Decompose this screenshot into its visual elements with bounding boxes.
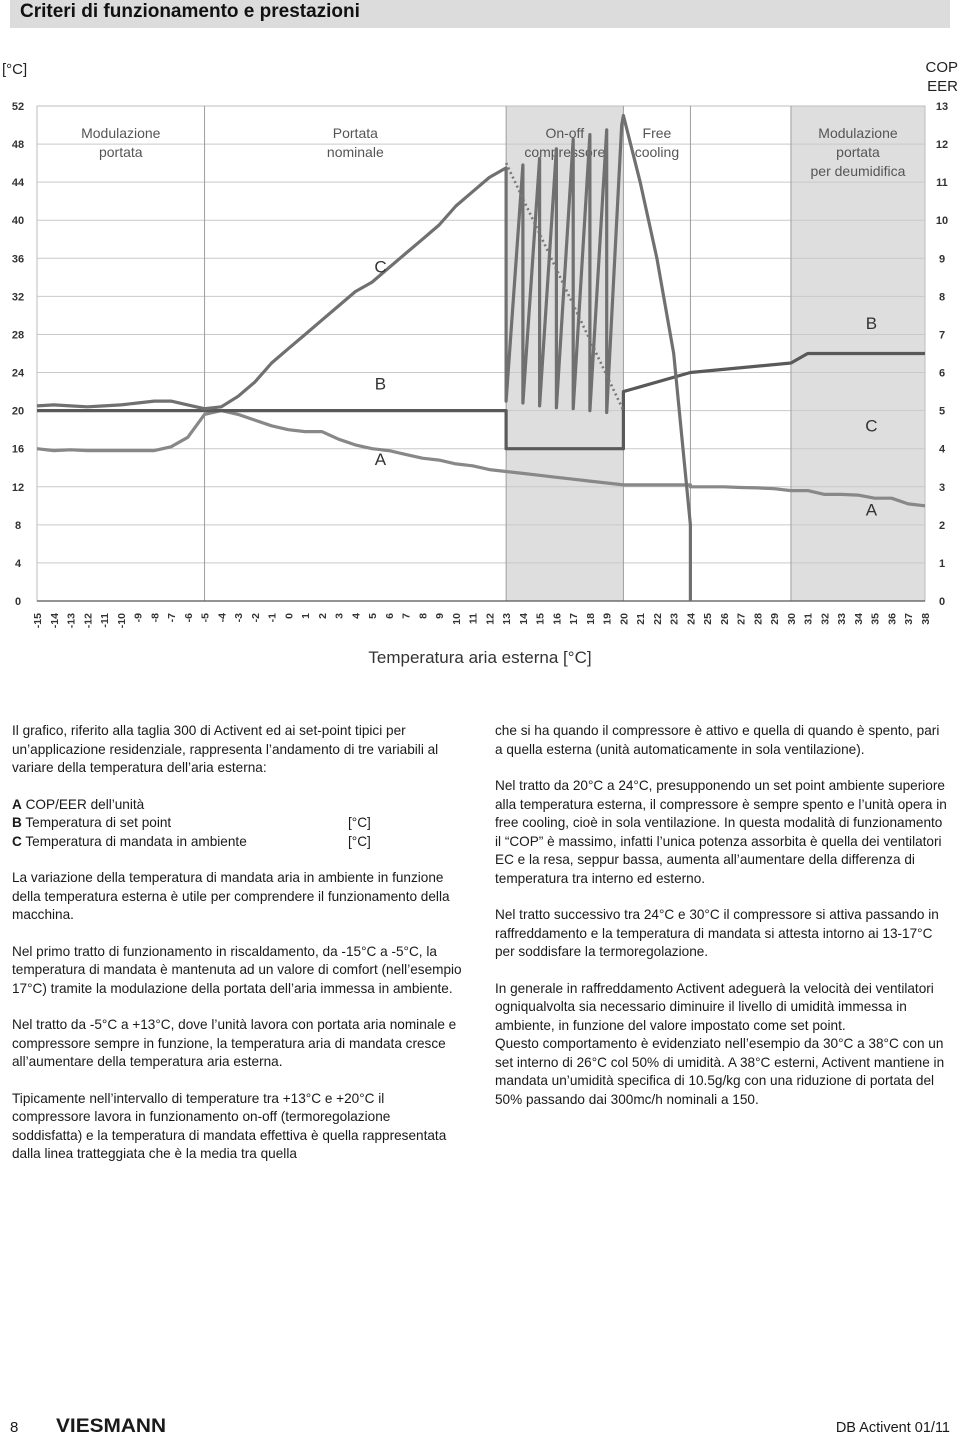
x-tick-label: -1	[266, 613, 279, 623]
y-tick-right: 1	[938, 557, 946, 570]
x-tick-label: 25	[702, 613, 715, 625]
y-tick-right: 5	[938, 405, 946, 418]
y-tick-right: 0	[938, 596, 946, 608]
x-tick-label: 32	[819, 613, 832, 625]
y-tick-left: 0	[14, 596, 22, 608]
x-tick-label: 9	[434, 613, 447, 619]
x-tick-label: -6	[182, 613, 195, 623]
chart-y-ticks-right	[936, 101, 948, 608]
chart-y-ticks-left	[12, 101, 25, 608]
x-tick-label: 5	[367, 613, 380, 619]
legend-key: A	[12, 796, 22, 812]
x-tick-label: 27	[735, 613, 748, 625]
y-tick-left: 24	[11, 367, 25, 380]
paragraph-che-si-ha: che si ha quando il compressore è attivo e quella di quando è spento, pari a quella esterna (unità automaticamente in sola ventilazione).	[495, 723, 940, 757]
legend-text: Temperatura di set point	[25, 815, 172, 830]
paragraph-tratto: Nel tratto da -5°C a +13°C, dove l’unità lavora con portata aria nominale e compressore sempre in funzione, la temperatura aria di mandata cresce all’aumentare della temperatura aria esterna.	[12, 1017, 457, 1069]
region-label: per deumidifica	[810, 163, 906, 179]
viessmann-logo-text: VIESMANN	[56, 1416, 166, 1437]
curve-label: B	[865, 313, 878, 333]
paragraph-tipicamente: Tipicamente nell’intervallo di temperature tra +13°C e +20°C il compressore lavora in funzionamento on-off (termoregolazione soddisfatta) e la temperatura di mandata effettiva è quella rappresentata dalla linea tratteggiata che è la media tra quella	[12, 1090, 447, 1161]
x-tick-label: 6	[383, 613, 396, 619]
x-tick-label: 26	[718, 613, 731, 625]
x-tick-label: 38	[920, 613, 932, 625]
y-tick-right: 6	[938, 367, 946, 380]
x-tick-label: 23	[668, 613, 681, 625]
paragraph-variazione: La variazione della temperatura di mandata aria in ambiente in funzione della temperatura esterna è utile per comprendere il funzionamento della macchina.	[12, 870, 450, 922]
y-tick-right: 9	[938, 253, 946, 266]
y-tick-left: 48	[11, 139, 25, 152]
region-label: portata	[836, 144, 880, 160]
x-tick-label: 35	[869, 613, 882, 625]
region-label: compressore	[524, 144, 606, 160]
legend-item	[12, 796, 462, 815]
x-tick-label: 16	[551, 613, 564, 625]
region-label: On-off	[545, 125, 585, 141]
x-tick-label: -3	[233, 613, 246, 623]
viessmann-logo	[56, 1414, 168, 1443]
text-column-right	[495, 722, 950, 1127]
paragraph-in-generale: In generale in raffreddamento Activent adeguerà la velocità dei ventilatori ogniqualvolta sia necessario diminuire il livello di umidità immessa in ambiente, in funzione del valore impostato come set point.	[495, 980, 934, 1033]
right-axis-unit-eer: EER	[927, 78, 958, 95]
y-tick-left: 20	[11, 405, 25, 418]
intro-paragraph: Il grafico, riferito alla taglia 300 di Activent ed ai set-point tipici per un’applicazione residenziale, rappresenta l’andamento di tre variabili al variare della temperatura dell’aria esterna:	[12, 723, 439, 775]
y-tick-left: 40	[11, 215, 25, 228]
x-tick-label: -8	[149, 613, 162, 623]
x-tick-label: 24	[685, 613, 698, 625]
x-tick-label: 1	[300, 613, 313, 619]
curve-label: C	[374, 257, 387, 277]
y-tick-right: 10	[935, 215, 949, 228]
x-tick-label: 8	[417, 613, 430, 619]
legend-text: Temperatura di mandata in ambiente	[25, 833, 247, 849]
page-number: 8	[10, 1419, 19, 1436]
x-axis-label: Temperatura aria esterna [°C]	[368, 648, 592, 667]
x-tick-label: 31	[802, 613, 815, 625]
x-tick-label: 36	[886, 613, 899, 625]
region-label: Modulazione	[81, 125, 161, 141]
legend-list	[12, 796, 462, 852]
x-tick-label: 10	[450, 613, 463, 625]
page-title: Criteri di funzionamento e prestazioni	[20, 1, 360, 22]
x-tick-label: 4	[350, 613, 363, 619]
paragraph-raffreddamento: Nel tratto successivo tra 24°C e 30°C il compressore si attiva passando in raffreddamento e la temperatura di mandata si attesta intorno ai 13-17°C per soddisfare la termoregolazione.	[495, 907, 939, 959]
x-tick-label: -9	[132, 613, 145, 623]
text-column-left	[12, 722, 462, 1182]
x-tick-label: 3	[333, 613, 346, 619]
y-tick-left: 44	[11, 177, 25, 190]
legend-text: COP/EER dell’unità	[25, 796, 145, 812]
x-tick-label: -7	[166, 613, 179, 623]
x-tick-label: 13	[501, 613, 514, 625]
title-bar	[10, 0, 950, 28]
x-tick-label: 14	[517, 613, 530, 625]
left-axis-unit: [°C]	[2, 61, 28, 78]
y-tick-right: 7	[938, 329, 946, 342]
curve-label: C	[865, 416, 878, 436]
curve-label: A	[374, 449, 387, 469]
x-tick-label: -5	[199, 613, 212, 623]
viessmann-logo-icon	[56, 1414, 168, 1438]
region-label: cooling	[634, 144, 680, 160]
x-tick-label: 12	[484, 613, 497, 625]
y-tick-left: 16	[11, 443, 25, 456]
x-tick-label: 7	[400, 613, 413, 619]
paragraph-primo-tratto: Nel primo tratto di funzionamento in riscaldamento, da -15°C a -5°C, la temperatura di mandata è mantenuta ad un valore di comfort (nell’esempio 17°C) tramite la modulazione della portata dell’aria immessa in ambiente.	[12, 943, 462, 996]
curve-label: B	[374, 374, 387, 394]
x-tick-label: 28	[752, 613, 765, 625]
performance-chart	[0, 95, 960, 640]
x-tick-label: 22	[651, 613, 664, 625]
y-tick-right: 2	[938, 519, 946, 532]
x-tick-label: 17	[568, 613, 581, 625]
paragraph-free-cooling: Nel tratto da 20°C a 24°C, presupponendo un set point ambiente superiore alla temperatura esterna, il compressore è sempre spento e l’unità opera in free cooling, cioè in sola ventilazione. In questa modalità di funzionamento il “COP” è massimo, infatti l’unica potenza assorbita è quella dei ventilatori EC e la resa, seppur bassa, aumenta all’aumentare della differenza di temperatura tra interno ed esterno.	[495, 778, 947, 886]
x-tick-label: 0	[283, 613, 296, 619]
x-tick-label: -14	[48, 613, 61, 629]
y-tick-right: 11	[936, 177, 948, 190]
y-tick-right: 13	[935, 101, 949, 113]
y-tick-left: 12	[11, 481, 25, 494]
x-tick-label: 29	[769, 613, 782, 625]
x-tick-label: -2	[249, 613, 262, 623]
x-tick-label: -11	[99, 613, 112, 628]
x-tick-label: 37	[903, 613, 916, 625]
chart-x-ticks	[32, 613, 932, 628]
y-tick-right: 4	[938, 443, 946, 456]
x-tick-label: -4	[216, 613, 229, 623]
legend-item	[12, 814, 462, 833]
x-tick-label: -13	[65, 613, 78, 629]
x-tick-label: 11	[467, 613, 480, 625]
legend-key: C	[12, 833, 22, 849]
x-tick-label: -12	[82, 613, 95, 629]
y-tick-left: 52	[11, 101, 25, 113]
legend-unit: [°C]	[348, 815, 371, 830]
y-tick-right: 8	[938, 291, 946, 304]
y-tick-left: 4	[14, 557, 22, 570]
right-axis-unit	[925, 58, 958, 96]
y-tick-left: 8	[14, 519, 22, 532]
x-tick-label: 20	[618, 613, 631, 625]
y-tick-left: 32	[11, 291, 25, 304]
legend-item	[12, 833, 462, 852]
curve-label: A	[865, 500, 878, 520]
region-label: Modulazione	[818, 125, 898, 141]
region-label: Portata	[332, 125, 378, 141]
y-tick-left: 28	[11, 329, 25, 342]
legend-unit: [°C]	[348, 833, 371, 849]
x-tick-label: 18	[584, 613, 597, 625]
x-tick-label: 34	[852, 613, 865, 625]
region-label: portata	[98, 144, 143, 160]
x-tick-label: -15	[32, 613, 44, 629]
y-tick-right: 3	[938, 481, 946, 494]
y-tick-right: 12	[935, 139, 949, 152]
legend-key: B	[12, 815, 22, 830]
x-tick-label: 21	[635, 613, 648, 625]
document-id: DB Activent 01/11	[835, 1420, 950, 1436]
x-tick-label: 30	[785, 613, 798, 625]
x-tick-label: 19	[601, 613, 614, 625]
right-axis-unit-cop: COP	[925, 59, 958, 76]
region-label: nominale	[326, 144, 384, 160]
region-label: Free	[642, 125, 672, 141]
x-tick-label: 33	[836, 613, 849, 625]
x-tick-label: 2	[316, 613, 329, 619]
y-tick-left: 36	[11, 253, 25, 266]
paragraph-questo-comportamento: Questo comportamento è evidenziato nell’esempio da 30°C a 38°C con un set interno di 26°C col 50% di umidità. A 38°C esterni, Activent mantiene in mandata un’umidità specifica di 10.5g/kg con una riduzione di portata del 50% passando dai 300mc/h nominali a 150.	[495, 1036, 945, 1107]
x-tick-label: -10	[115, 613, 128, 629]
x-tick-label: 15	[534, 613, 547, 625]
